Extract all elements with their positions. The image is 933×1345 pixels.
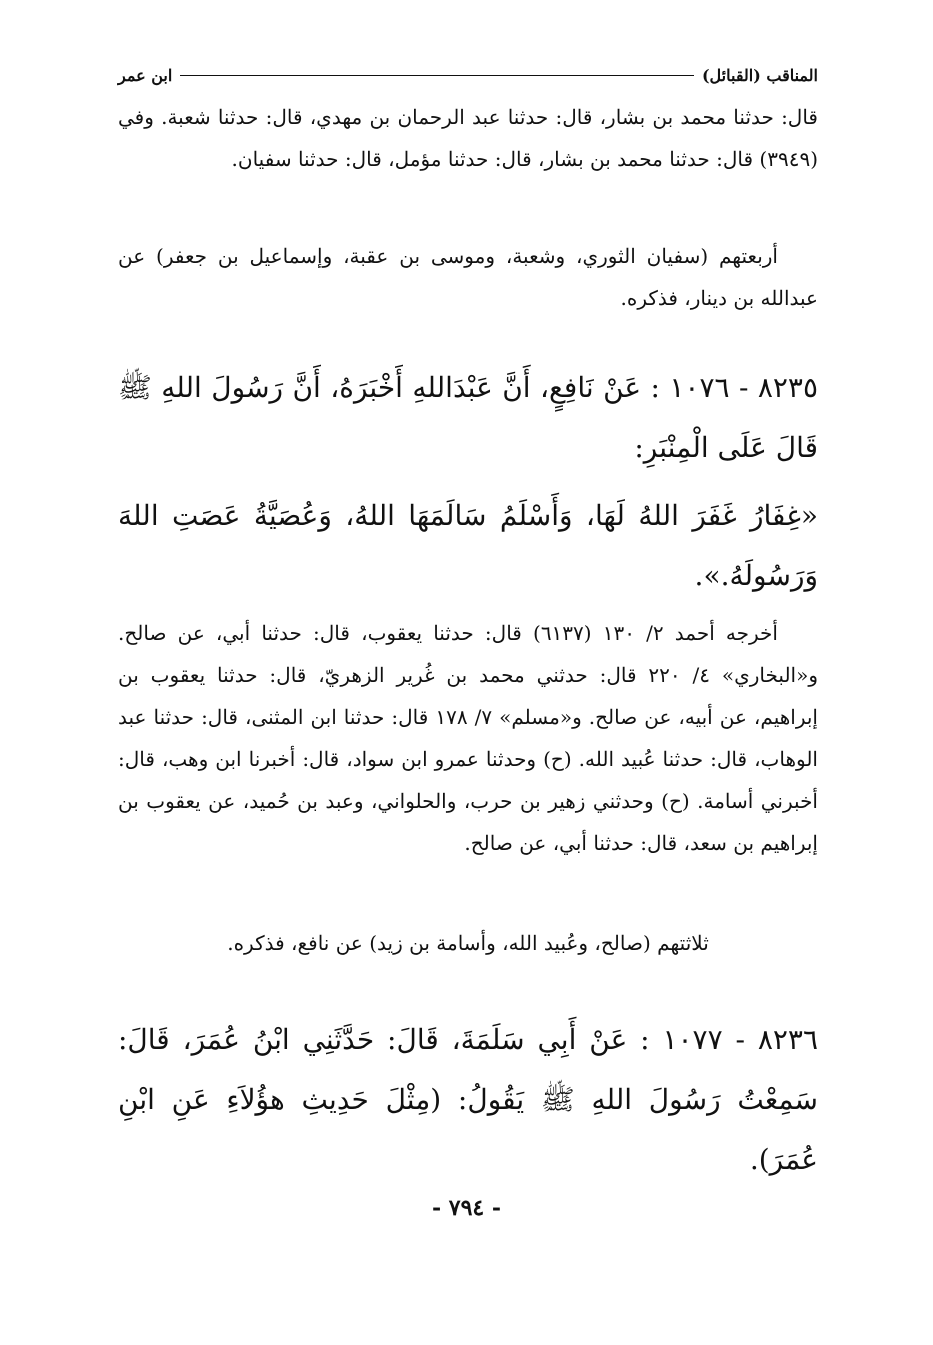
page-number: - ٧٩٤ - [431, 1195, 502, 1221]
paragraph-3: أخرجه أحمد ٢/ ١٣٠ (٦١٣٧) قال: حدثنا يعقوب، قال: حدثنا أبي، عن صالح. و«البخاري» ٤/ ٢٢٠ قال: حدثني محمد بن غُرير الزهريّ، قال: حدثنا يعقوب بن إبراهيم، عن أبيه، عن صالح. و«مسلم» ٧/ ١٧٨ قال: حدثنا ابن المثنى، قال: حدثنا عبد الوهاب، قال: حدثنا عُبيد الله. (ح) وحدثنا عمرو ابن سواد، قال: أخبرنا ابن وهب، قال: أخبرني أسامة. (ح) وحدثني زهير بن حرب، والحلواني، وعبد بن حُميد، عن يعقوب بن إبراهيم بن سعد، قال: حدثنا أبي، عن صالح. [118, 621, 818, 855]
paragraph-1: قال: حدثنا محمد بن بشار، قال: حدثنا عبد الرحمان بن مهدي، قال: حدثنا شعبة. وفي (٣٩٤٩) قال: حدثنا محمد بن بشار، قال: حدثنا مؤمل، قال: حدثنا سفيان. [118, 105, 818, 171]
paragraph-2: أربعتهم (سفيان الثوري، وشعبة، وموسى بن عقبة، وإسماعيل بن جعفر) عن عبدالله بن دينار، فذكره. [118, 244, 818, 310]
paragraph-4: ثلاثتهم (صالح، وعُبيد الله، وأسامة بن زيد) عن نافع، فذكره. [227, 931, 709, 955]
header-section-title: المناقب (القبائل) [701, 65, 818, 85]
running-header [118, 62, 818, 88]
hadith-8236: ٨٢٣٦ - ١٠٧٧ : عَنْ أَبِي سَلَمَةَ، قَالَ: حَدَّثَنِي ابْنُ عُمَرَ، قَالَ: سَمِعْتُ رَسُولَ اللهِ ﷺ يَقُولُ: (مِثْلَ حَدِيثِ هؤُلاَءِ عَنِ ابْنِ عُمَرَ). [118, 1023, 818, 1176]
hadith-8235-isnad: ٨٢٣٥ - ١٠٧٦ : عَنْ نَافِعٍ، أَنَّ عَبْدَاللهِ أَخْبَرَهُ، أَنَّ رَسُولَ اللهِ ﷺ قَالَ عَلَى الْمِنْبَرِ: [118, 371, 818, 464]
hadith-8235-matn: «غِفَارُ غَفَرَ اللهُ لَهَا، وَأَسْلَمُ سَالَمَهَا اللهُ، وَعُصَيَّةُ عَصَتِ اللهَ وَرَسُولَهُ.». [118, 499, 818, 592]
header-chapter-title: ابن عمر [118, 65, 173, 85]
header-rule [180, 75, 694, 76]
